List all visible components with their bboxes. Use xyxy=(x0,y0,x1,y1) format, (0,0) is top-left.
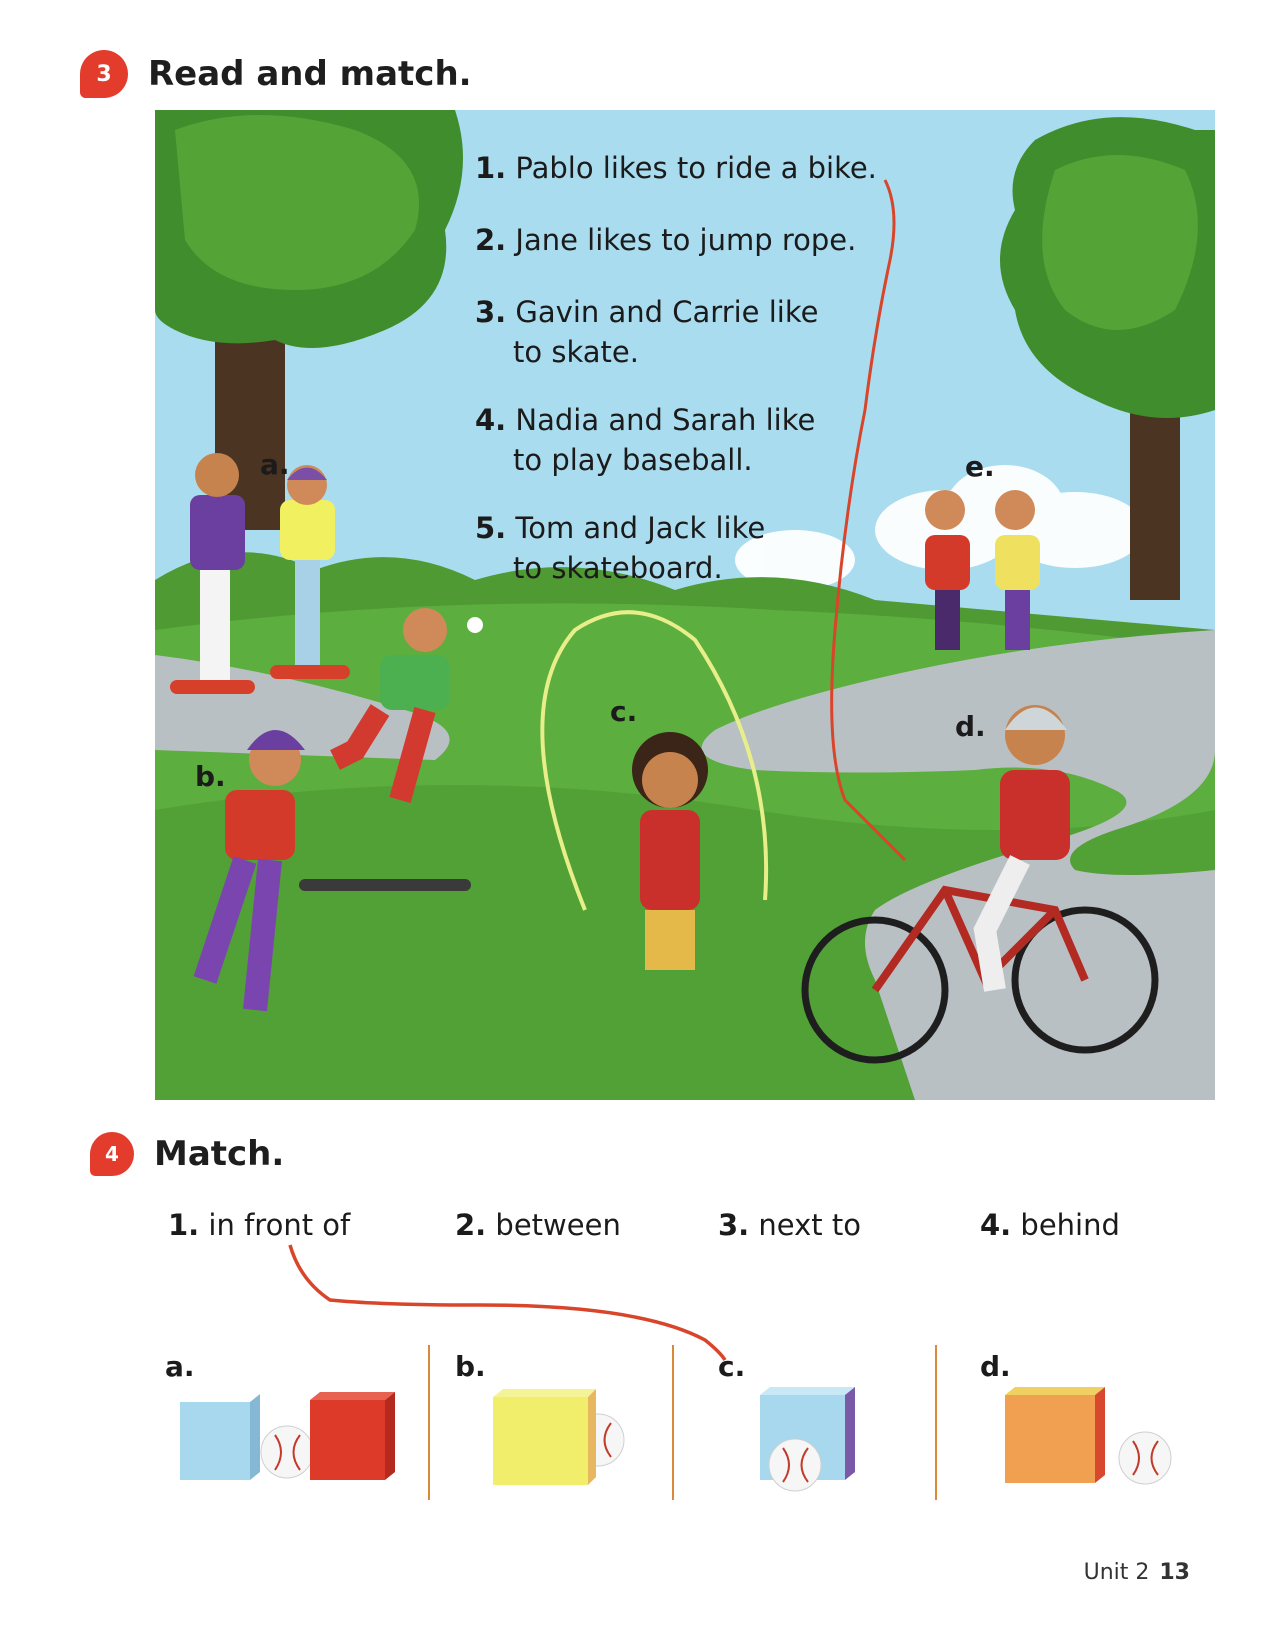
option-a-picture xyxy=(175,1390,405,1490)
word-text: in front of xyxy=(208,1208,351,1242)
word-number: 4. xyxy=(980,1208,1012,1242)
word-number: 1. xyxy=(168,1208,200,1242)
sentence-number: 5. xyxy=(475,511,507,545)
word-text: behind xyxy=(1020,1208,1120,1242)
word-text: between xyxy=(495,1208,621,1242)
page-number: 13 xyxy=(1159,1560,1190,1585)
option-letter-c: c. xyxy=(718,1350,746,1383)
option-letter-d: d. xyxy=(980,1350,1011,1383)
scene-letter-a: a. xyxy=(260,448,290,481)
sentence-number: 1. xyxy=(475,151,507,185)
sentence-text: Tom and Jack like xyxy=(515,511,766,545)
option-letter-a: a. xyxy=(165,1350,195,1383)
sentence-number: 4. xyxy=(475,403,507,437)
column-divider xyxy=(428,1345,430,1500)
sentence-text: Nadia and Sarah like xyxy=(515,403,816,437)
unit-label: Unit 2 xyxy=(1083,1560,1150,1585)
word-text: next to xyxy=(758,1208,861,1242)
section-number-badge: 4 xyxy=(90,1132,134,1176)
section-title: Match. xyxy=(154,1134,285,1174)
option-c-picture xyxy=(750,1385,900,1495)
column-divider xyxy=(935,1345,937,1500)
section-number-badge: 3 xyxy=(80,50,128,98)
page-footer xyxy=(1084,1560,1190,1585)
sentence-text-continued: to play baseball. xyxy=(513,443,753,477)
option-letter-b: b. xyxy=(455,1350,486,1383)
sentence-number: 2. xyxy=(475,223,507,257)
word-number: 3. xyxy=(718,1208,750,1242)
column-divider xyxy=(672,1345,674,1500)
scene-letter-e: e. xyxy=(965,450,995,483)
sentence-text-continued: to skateboard. xyxy=(513,551,723,585)
word-number: 2. xyxy=(455,1208,487,1242)
sentence-text: Pablo likes to ride a bike. xyxy=(515,151,877,185)
sentence-text: Jane likes to jump rope. xyxy=(515,223,857,257)
sentence-text: Gavin and Carrie like xyxy=(515,295,819,329)
option-d-picture xyxy=(1000,1383,1200,1493)
scene-letter-b: b. xyxy=(195,760,226,793)
option-b-picture xyxy=(488,1385,658,1490)
scene-letter-c: c. xyxy=(610,695,638,728)
sentence-text-continued: to skate. xyxy=(513,335,639,369)
sentence-number: 3. xyxy=(475,295,507,329)
section-title: Read and match. xyxy=(148,54,472,94)
scene-letter-d: d. xyxy=(955,710,986,743)
